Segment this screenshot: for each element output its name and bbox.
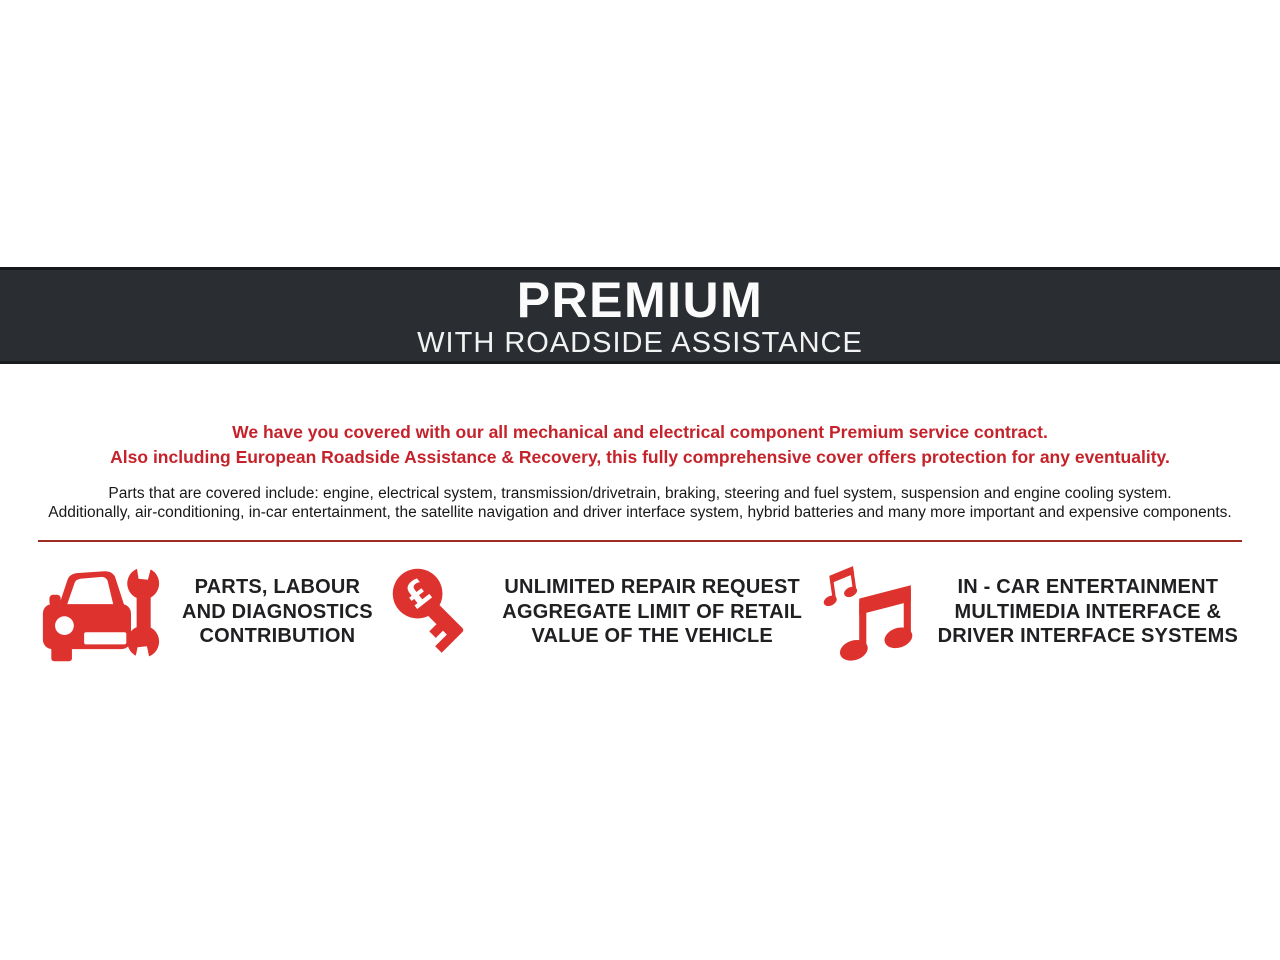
- feature-repair-limit: [390, 566, 802, 658]
- intro-body-line2: Additionally, air-conditioning, in-car entertainment, the satellite navigation and driver interface system, hybrid batteries and many more important and expensive components.: [48, 504, 1232, 521]
- feature-repair-limit-line2: AGGREGATE LIMIT OF RETAIL: [502, 600, 803, 623]
- feature-parts-labour-label: [182, 575, 373, 649]
- feature-row: [0, 552, 1280, 672]
- svg-text:£: £: [396, 571, 441, 618]
- feature-entertainment-line3: DRIVER INTERFACE SYSTEMS: [937, 625, 1238, 648]
- car-wrench-icon: [40, 560, 162, 665]
- feature-parts-labour-line2: AND DIAGNOSTICS: [182, 600, 373, 623]
- feature-entertainment-line2: MULTIMEDIA INTERFACE &: [954, 600, 1222, 623]
- plan-subtitle: WITH ROADSIDE ASSISTANCE: [417, 327, 863, 359]
- feature-parts-labour: [40, 560, 373, 665]
- feature-entertainment: [820, 559, 1238, 665]
- banner: [0, 267, 1280, 364]
- feature-parts-labour-line1: PARTS, LABOUR: [194, 576, 361, 599]
- intro-highlight: [0, 420, 1280, 470]
- pound-key-icon: [390, 566, 482, 658]
- feature-entertainment-label: [938, 575, 1238, 649]
- intro-body: [0, 484, 1280, 523]
- plan-title: PREMIUM: [516, 272, 764, 328]
- feature-repair-limit-label: [502, 575, 802, 649]
- intro-highlight-line2: Also including European Roadside Assistance & Recovery, this fully comprehensive cover offers protection for any eventuality.: [110, 446, 1170, 467]
- red-divider: [38, 540, 1242, 542]
- feature-repair-limit-line1: UNLIMITED REPAIR REQUEST: [504, 576, 800, 599]
- feature-entertainment-line1: IN - CAR ENTERTAINMENT: [957, 576, 1219, 599]
- music-notes-icon: [820, 559, 918, 665]
- feature-repair-limit-line3: VALUE OF THE VEHICLE: [531, 625, 773, 648]
- intro-body-line1: Parts that are covered include: engine, electrical system, transmission/drivetrain, braking, steering and fuel system, suspension and engine cooling system.: [108, 484, 1172, 502]
- intro-highlight-line1: We have you covered with our all mechanical and electrical component Premium service contract.: [232, 421, 1048, 442]
- feature-parts-labour-line3: CONTRIBUTION: [199, 625, 356, 648]
